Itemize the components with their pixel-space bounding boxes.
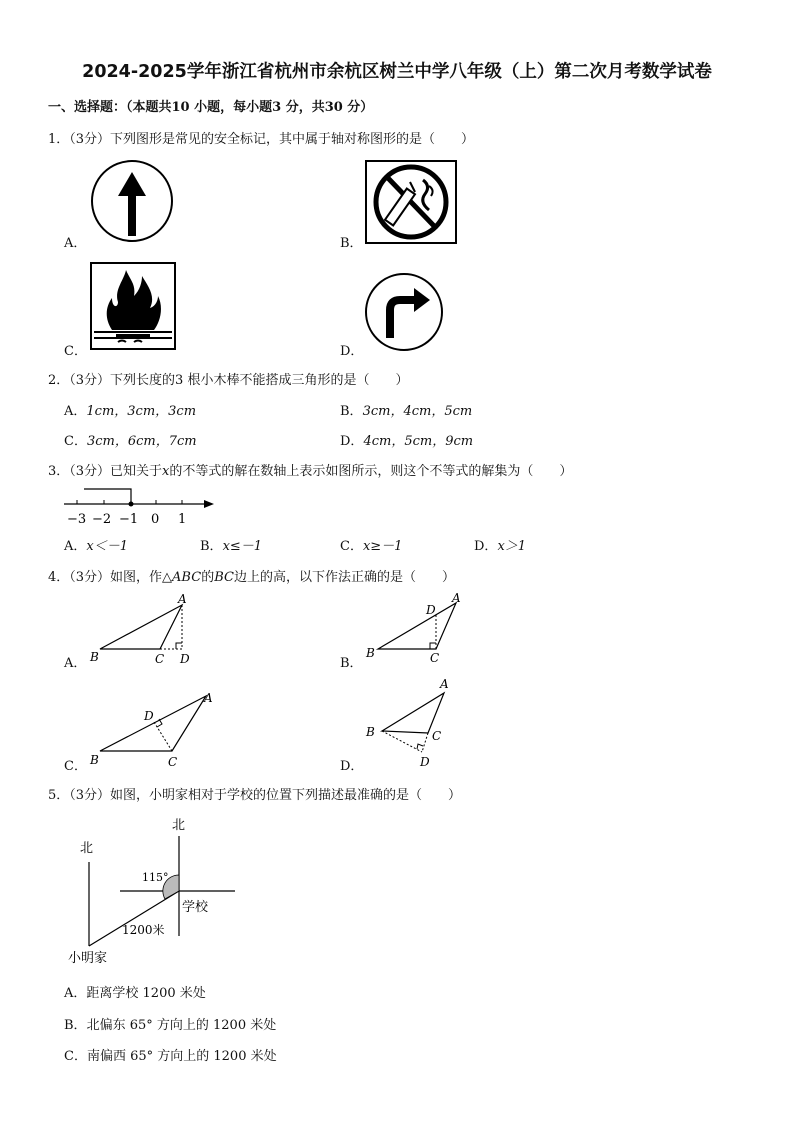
- q4-option-b-label: B．: [340, 656, 363, 671]
- q3-option-b: B．x≤－1: [200, 539, 263, 554]
- axis-tick-label: 0: [151, 512, 160, 527]
- q5-direction-figure: [60, 808, 250, 968]
- axis-tick-label: 1: [178, 512, 187, 527]
- q1-option-a-label: A．: [64, 236, 87, 251]
- axis-tick-label: −1: [119, 512, 139, 527]
- flammable-fire-sign-icon: [90, 262, 176, 350]
- svg-text:北: 北: [80, 841, 94, 856]
- turn-right-arrow-sign-icon: [364, 272, 446, 352]
- svg-text:D: D: [180, 652, 190, 666]
- svg-text:D: D: [144, 709, 154, 723]
- svg-text:北: 北: [172, 818, 186, 833]
- q2-option-d: D．4cm，5cm，9cm: [340, 434, 474, 449]
- svg-text:小明家: 小明家: [68, 951, 108, 966]
- number-line-figure: [64, 484, 219, 528]
- q5-option-b: B．北偏东 65° 方向上的 1200 米处: [64, 1018, 277, 1033]
- q5-option-c: C．南偏西 65° 方向上的 1200 米处: [64, 1049, 277, 1064]
- q4-option-c-label: C．: [64, 759, 87, 774]
- question-2-stem: 2．（3分）下列长度的3 根小木棒不能搭成三角形的是（ ）: [48, 373, 409, 388]
- svg-text:C: C: [432, 729, 442, 743]
- up-arrow-sign-icon: [90, 162, 176, 242]
- q4-option-a-label: A．: [64, 656, 87, 671]
- question-3-stem: 3．（3分）已知关于x的不等式的解在数轴上表示如图所示，则这个不等式的解集为（ ）: [48, 464, 573, 479]
- svg-text:B: B: [90, 650, 99, 664]
- q2-option-c: C．3cm，6cm，7cm: [64, 434, 197, 449]
- svg-text:115°: 115°: [142, 871, 169, 884]
- svg-text:C: C: [430, 651, 440, 665]
- svg-text:C: C: [168, 755, 178, 769]
- q2-option-c-text: 3cm，6cm，7cm: [86, 434, 197, 449]
- question-1-stem: 1．（3分）下列图形是常见的安全标记，其中属于轴对称图形的是（ ）: [48, 132, 475, 147]
- q3-option-a: A．x＜－1: [64, 539, 128, 554]
- svg-text:1200米: 1200米: [122, 923, 165, 937]
- page-title: 2024-2025学年浙江省杭州市余杭区树兰中学八年级（上）第二次月考数学试卷: [82, 62, 712, 82]
- question-5-stem: 5．（3分）如图，小明家相对于学校的位置下列描述最准确的是（ ）: [48, 788, 462, 803]
- svg-text:D: D: [426, 603, 436, 617]
- svg-text:学校: 学校: [182, 900, 209, 915]
- q2-option-d-text: 4cm，5cm，9cm: [363, 434, 474, 449]
- section-heading: 一、选择题：（本题共10 小题，每小题3 分，共30 分）: [48, 100, 374, 115]
- q4-option-d-label: D．: [340, 759, 364, 774]
- svg-text:B: B: [90, 753, 99, 767]
- svg-text:A: A: [452, 591, 461, 605]
- svg-text:A: A: [440, 677, 449, 691]
- q1-option-b-label: B．: [340, 236, 363, 251]
- q2-option-b: B．3cm，4cm，5cm: [340, 404, 473, 419]
- q1-option-d-label: D．: [340, 344, 364, 359]
- q5-option-a: A．距离学校 1200 米处: [64, 986, 206, 1001]
- axis-tick-label: −2: [92, 512, 112, 527]
- q3-option-d: D．x＞1: [474, 539, 527, 554]
- q2-option-b-text: 3cm，4cm，5cm: [362, 404, 473, 419]
- q4-figure-a: [88, 592, 198, 666]
- axis-tick-label: −3: [67, 512, 87, 527]
- no-smoking-no-fire-sign-icon: [365, 160, 457, 244]
- q2-option-a: A．1cm，3cm，3cm: [64, 404, 197, 419]
- q1-option-c-label: C．: [64, 344, 87, 359]
- svg-text:B: B: [366, 725, 375, 739]
- svg-text:D: D: [420, 755, 430, 769]
- q2-option-a-text: 1cm，3cm，3cm: [86, 404, 197, 419]
- svg-text:A: A: [178, 592, 187, 606]
- svg-text:B: B: [366, 646, 375, 660]
- svg-text:A: A: [204, 691, 213, 705]
- q3-option-c: C．x≥－1: [340, 539, 403, 554]
- q4-figure-b: [364, 590, 474, 664]
- svg-text:C: C: [155, 652, 165, 666]
- question-4-stem: 4．（3分）如图，作△ABC的BC边上的高，以下作法正确的是（ ）: [48, 570, 455, 585]
- q4-figure-c: [88, 688, 228, 770]
- q4-figure-d: [364, 676, 474, 770]
